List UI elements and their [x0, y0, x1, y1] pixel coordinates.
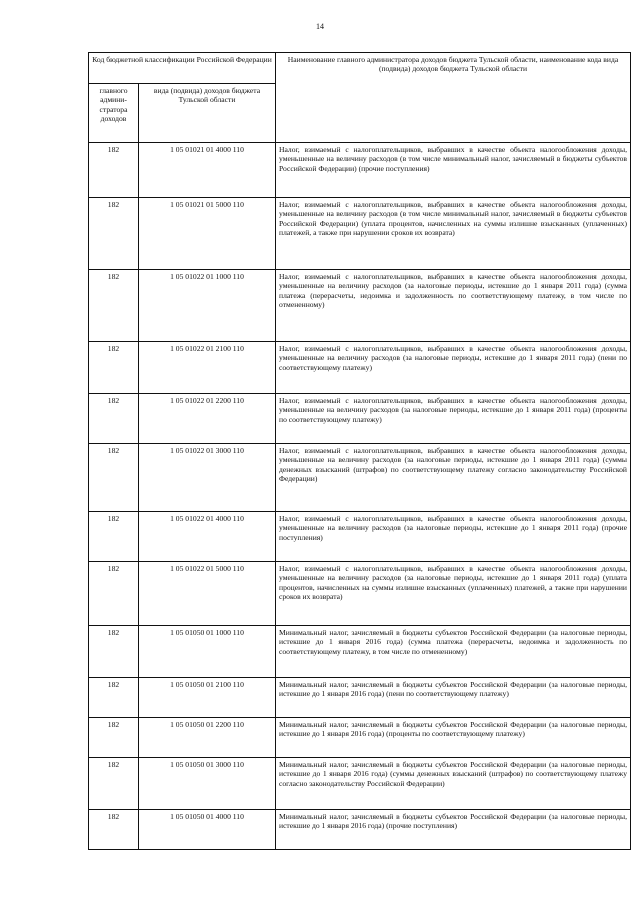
admin-column-header: главного админи-стратора доходов — [89, 84, 139, 143]
income-name-cell: Минимальный налог, зачисляемый в бюджеты субъектов Российской Федерации (за налоговые периоды, истекшие до 1 января 2016 года) (пени по соответствующему платежу) — [276, 678, 631, 718]
admin-code-cell: 182 — [89, 270, 139, 342]
income-code-cell: 1 05 01022 01 3000 110 — [139, 444, 276, 512]
income-name-cell: Минимальный налог, зачисляемый в бюджеты субъектов Российской Федерации (за налоговые периоды, истекшие до 1 января 2016 года) (сумма платежа (перерасчеты, недоимка и задолженность по соответствующему платежу, в том числе по отмененному) — [276, 626, 631, 678]
income-code-cell: 1 05 01021 01 5000 110 — [139, 198, 276, 270]
admin-code-cell: 182 — [89, 394, 139, 444]
admin-code-cell: 182 — [89, 758, 139, 810]
admin-code-cell: 182 — [89, 342, 139, 394]
table-row — [89, 444, 631, 512]
table-row — [89, 394, 631, 444]
kind-column-header: вида (подвида) доходов бюджета Тульской области — [139, 84, 276, 143]
income-code-cell: 1 05 01050 01 2100 110 — [139, 678, 276, 718]
table-row — [89, 758, 631, 810]
income-code-cell: 1 05 01022 01 1000 110 — [139, 270, 276, 342]
income-name-cell: Минимальный налог, зачисляемый в бюджеты субъектов Российской Федерации (за налоговые периоды, истекшие до 1 января 2016 года) (проценты по соответствующему платежу) — [276, 718, 631, 758]
admin-code-cell: 182 — [89, 626, 139, 678]
table-header-row — [89, 53, 631, 84]
admin-code-cell: 182 — [89, 810, 139, 850]
income-code-cell: 1 05 01022 01 4000 110 — [139, 512, 276, 562]
budget-classification-table — [88, 52, 631, 850]
income-name-cell: Налог, взимаемый с налогоплательщиков, выбравших в качестве объекта налогообложения доходы, уменьшенные на величину расходов (в том числе минимальный налог, зачисляемый в бюджеты субъектов Российской Федерации) (прочие поступления) — [276, 143, 631, 198]
table-row — [89, 270, 631, 342]
table-row — [89, 626, 631, 678]
admin-code-cell: 182 — [89, 198, 139, 270]
table-row — [89, 143, 631, 198]
income-name-cell: Налог, взимаемый с налогоплательщиков, выбравших в качестве объекта налогообложения доходы, уменьшенные на величину расходов (за налоговые периоды, истекшие до 1 января 2011 года) (уплата процентов, начисленных на суммы излишне взысканных (уплаченных) платежей, а также при нарушении сроков их возврата) — [276, 562, 631, 626]
admin-code-cell: 182 — [89, 562, 139, 626]
income-name-cell: Налог, взимаемый с налогоплательщиков, выбравших в качестве объекта налогообложения доходы, уменьшенные на величину расходов (в том числе минимальный налог, зачисляемый в бюджеты субъектов Российской Федерации) (уплата процентов, начисленных на суммы излишне взысканных (уплаченных) платежей, а также при нарушении сроков их возврата) — [276, 198, 631, 270]
admin-code-cell: 182 — [89, 678, 139, 718]
income-name-cell: Минимальный налог, зачисляемый в бюджеты субъектов Российской Федерации (за налоговые периоды, истекшие до 1 января 2016 года) (прочие поступления) — [276, 810, 631, 850]
income-name-cell: Налог, взимаемый с налогоплательщиков, выбравших в качестве объекта налогообложения доходы, уменьшенные на величину расходов (за налоговые периоды, истекшие до 1 января 2011 года) (прочие поступления) — [276, 512, 631, 562]
income-name-cell: Налог, взимаемый с налогоплательщиков, выбравших в качестве объекта налогообложения доходы, уменьшенные на величину расходов (за налоговые периоды, истекшие до 1 января 2011 года) (суммы денежных взысканий (штрафов) по соответствующему платежу согласно законодательству Российской Федерации) — [276, 444, 631, 512]
admin-code-cell: 182 — [89, 444, 139, 512]
table-row — [89, 678, 631, 718]
code-group-header: Код бюджетной классификации Российской Федерации — [89, 53, 276, 84]
income-code-cell: 1 05 01050 01 1000 110 — [139, 626, 276, 678]
table-row — [89, 810, 631, 850]
income-name-cell: Налог, взимаемый с налогоплательщиков, выбравших в качестве объекта налогообложения доходы, уменьшенные на величину расходов (за налоговые периоды, истекшие до 1 января 2011 года) (пени по соответствующему платежу) — [276, 342, 631, 394]
table-row — [89, 342, 631, 394]
income-code-cell: 1 05 01022 01 5000 110 — [139, 562, 276, 626]
income-code-cell: 1 05 01050 01 4000 110 — [139, 810, 276, 850]
table-row — [89, 562, 631, 626]
admin-code-cell: 182 — [89, 143, 139, 198]
table-row — [89, 512, 631, 562]
admin-code-cell: 182 — [89, 718, 139, 758]
income-code-cell: 1 05 01021 01 4000 110 — [139, 143, 276, 198]
income-code-cell: 1 05 01050 01 3000 110 — [139, 758, 276, 810]
income-name-cell: Минимальный налог, зачисляемый в бюджеты субъектов Российской Федерации (за налоговые периоды, истекшие до 1 января 2016 года) (суммы денежных взысканий (штрафов) по соответствующему платежу согласно законодательству Российской Федерации) — [276, 758, 631, 810]
income-code-cell: 1 05 01022 01 2200 110 — [139, 394, 276, 444]
page-number: 14 — [316, 22, 324, 31]
income-name-cell: Налог, взимаемый с налогоплательщиков, выбравших в качестве объекта налогообложения доходы, уменьшенные на величину расходов (за налоговые периоды, истекшие до 1 января 2011 года) (сумма платежа (перерасчеты, недоимка и задолженность по соответствующему платежу, в том числе по отмененному) — [276, 270, 631, 342]
table-row — [89, 198, 631, 270]
income-code-cell: 1 05 01022 01 2100 110 — [139, 342, 276, 394]
table-row — [89, 718, 631, 758]
admin-code-cell: 182 — [89, 512, 139, 562]
income-code-cell: 1 05 01050 01 2200 110 — [139, 718, 276, 758]
name-column-header: Наименование главного администратора доходов бюджета Тульской области, наименование кода вида (подвида) доходов бюджета Тульской области — [276, 53, 631, 143]
income-name-cell: Налог, взимаемый с налогоплательщиков, выбравших в качестве объекта налогообложения доходы, уменьшенные на величину расходов (за налоговые периоды, истекшие до 1 января 2011 года) (проценты по соответствующему платежу) — [276, 394, 631, 444]
